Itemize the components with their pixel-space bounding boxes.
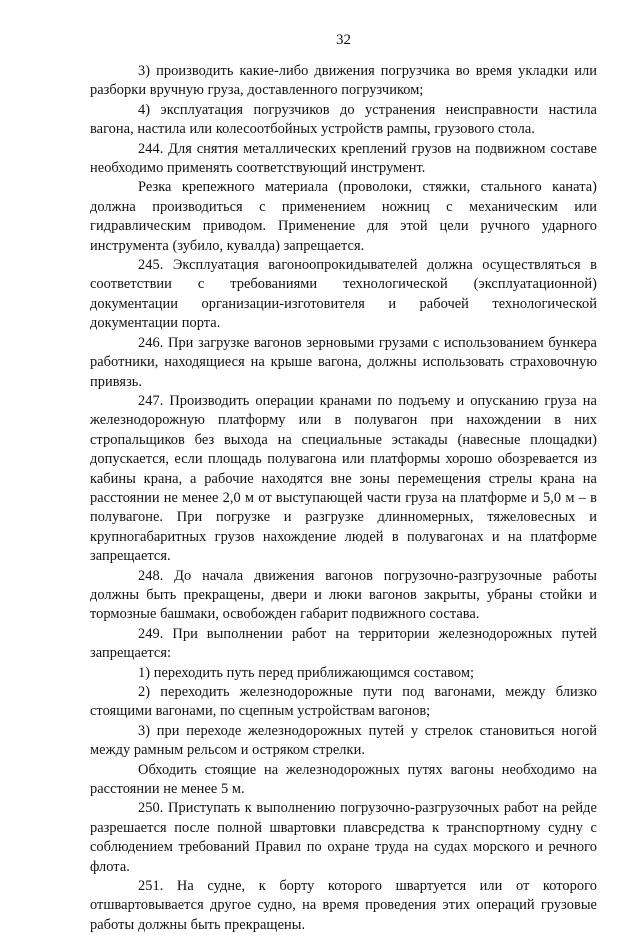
paragraph-251: 251. На судне, к борту которого швартуется или от которого отшвартовывается другое судно, на время проведения этих операций грузовые работы должны быть прекращены.: [90, 878, 597, 933]
page-number: 32: [336, 32, 351, 48]
paragraph-246: 246. При загрузке вагонов зерновыми грузами с использованием бункера работники, находящиеся на крыше вагона, должны использовать страховочную привязь.: [90, 334, 597, 390]
paragraph-item-3: 3) производить какие-либо движения погрузчика во время укладки или разборки вручную груза, доставленного погрузчиком;: [90, 63, 597, 99]
paragraph-249-item-2: 2) переходить железнодорожные пути под вагонами, между близко стоящими вагонами, по сцепным устройствам вагонов;: [90, 684, 597, 720]
paragraph-245: 245. Эксплуатация вагоноопрокидывателей должна осуществляться в соответствии с требованиями технологической (эксплуатационной) документации организации-изготовителя и рабочей технологической документации порта.: [90, 257, 597, 332]
paragraph-249: 249. При выполнении работ на территории железнодорожных путей запрещается:: [90, 625, 597, 662]
document-body: [90, 62, 597, 935]
paragraph-244: 244. Для снятия металлических креплений грузов на подвижном составе необходимо применять соответствующий инструмент.: [90, 140, 597, 177]
paragraph-250: 250. Приступать к выполнению погрузочно-разгрузочных работ на рейде разрешается после полной швартовки плавсредства к транспортному судну с соблюдением требований Правил по охране труда на судах морского и речного флота.: [90, 800, 597, 875]
paragraph-cutting-material: Резка крепежного материала (проволоки, стяжки, стального каната) должна производиться с применением ножниц с механическим или гидравлическим приводом. Применение для этой цели ручного ударного инструмента (зубило, кувалда) запрещается.: [90, 179, 597, 254]
paragraph-item-4: 4) эксплуатация погрузчиков до устранения неисправности настила вагона, настила или колесоотбойных устройств рампы, грузового стола.: [90, 101, 597, 138]
paragraph-249-item-3: 3) при переходе железнодорожных путей у стрелок становиться ногой между рамным рельсом и остряком стрелки.: [90, 722, 597, 759]
paragraph-248: 248. До начала движения вагонов погрузочно-разгрузочные работы должны быть прекращены, двери и люки вагонов закрыты, убраны стойки и тормозные башмаки, освобожден габарит подвижного состава.: [90, 567, 597, 623]
paragraph-bypass-wagons: Обходить стоящие на железнодорожных путях вагоны необходимо на расстоянии не менее 5 м.: [90, 761, 597, 798]
paragraph-249-item-1: 1) переходить путь перед приближающимся составом;: [138, 664, 475, 681]
paragraph-247: 247. Производить операции кранами по подъему и опусканию груза на железнодорожную платформу или в полувагон при нахождении в них стропальщиков без выхода на специальные эстакады (навесные площадки) допускается, если площадь полувагона или платформы хорошо обозревается из кабины крана, а рабочие находятся вне зоны перемещения стрелы крана на расстоянии не менее 2,0 м от выступающей части груза на платформе и 5,0 м – в полувагоне. При погрузке и разгрузке длинномерных, тяжеловесных и крупногабаритных грузов нахождение людей в полувагонах и на платформе запрещается.: [90, 392, 597, 565]
document-page: [90, 30, 597, 935]
